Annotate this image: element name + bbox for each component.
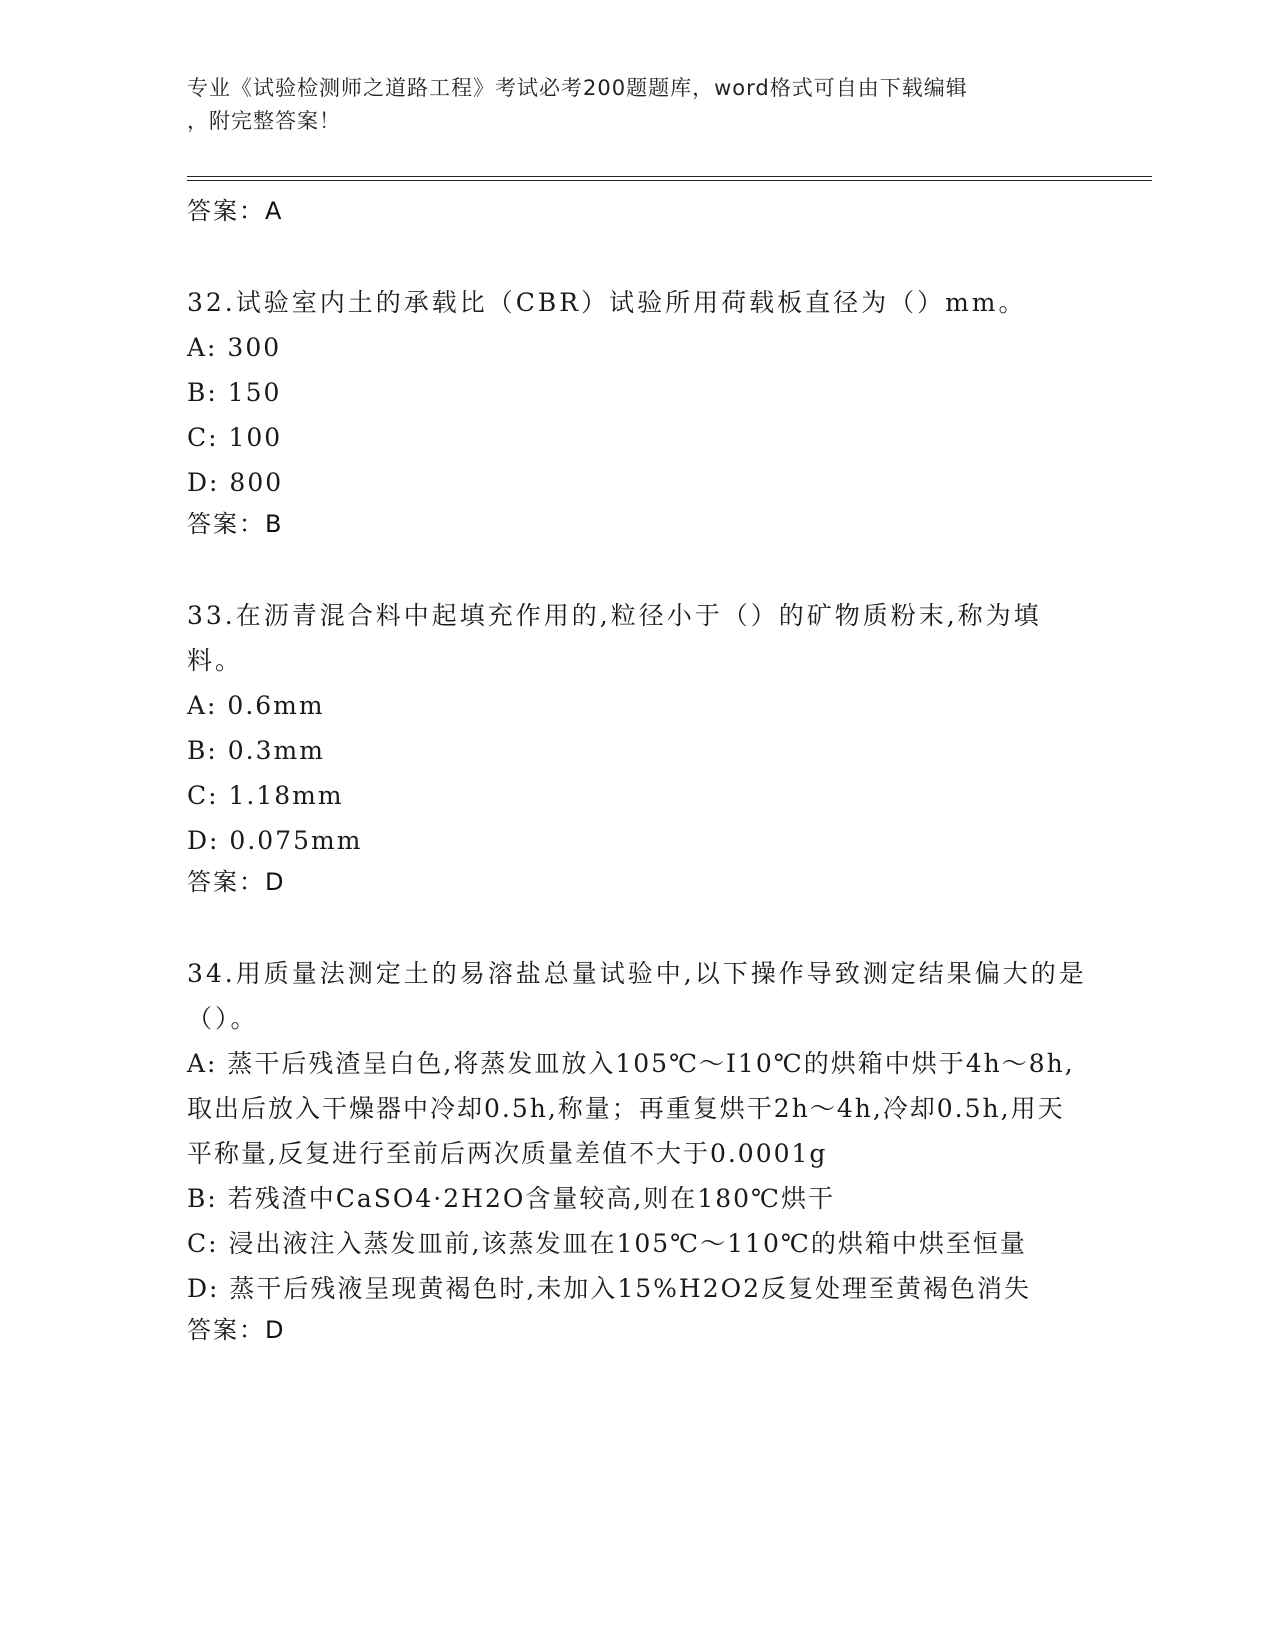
document-body bbox=[187, 192, 1087, 1349]
question-33 bbox=[187, 593, 1087, 901]
option-a: A: 蒸干后残渣呈白色,将蒸发皿放入105℃～I10℃的烘箱中烘于4h～8h,取出后放入干燥器中冷却0.5h,称量；再重复烘干2h～4h,冷却0.5h,用天平称量,反复进行至前后两次质量差值不大于0.0001g bbox=[187, 1049, 1075, 1168]
option-b: B: 若残渣中CaSO4·2H2O含量较高,则在180℃烘干 bbox=[187, 1184, 835, 1213]
option-d: D: 800 bbox=[187, 468, 284, 497]
option-c: C: 浸出液注入蒸发皿前,该蒸发皿在105℃～110℃的烘箱中烘至恒量 bbox=[187, 1229, 1027, 1258]
question-32 bbox=[187, 280, 1087, 543]
option-b: B: 150 bbox=[187, 378, 282, 407]
question-34 bbox=[187, 951, 1087, 1349]
answer-label: 答案：D bbox=[187, 1316, 286, 1344]
option-d: D: 蒸干后残液呈现黄褐色时,未加入15%H2O2反复处理至黄褐色消失 bbox=[187, 1274, 1032, 1303]
header-divider bbox=[187, 176, 1152, 181]
option-a: A: 0.6mm bbox=[187, 691, 325, 720]
question-text: 33.在沥青混合料中起填充作用的,粒径小于（）的矿物质粉末,称为填料。 bbox=[187, 601, 1042, 675]
answer-label: 答案：B bbox=[187, 510, 284, 538]
question-text: 34.用质量法测定土的易溶盐总量试验中,以下操作导致测定结果偏大的是（）。 bbox=[187, 959, 1087, 1033]
option-c: C: 1.18mm bbox=[187, 781, 344, 810]
option-b: B: 0.3mm bbox=[187, 736, 325, 765]
header-title-line-2: ，附完整答案！ bbox=[187, 109, 341, 133]
page-header bbox=[187, 72, 1067, 138]
header-title-line-1: 专业《试验检测师之道路工程》考试必考200题题库，word格式可自由下载编辑 bbox=[187, 76, 968, 100]
option-a: A: 300 bbox=[187, 333, 282, 362]
question-text: 32.试验室内土的承载比（CBR）试验所用荷载板直径为（）mm。 bbox=[187, 288, 1027, 317]
option-c: C: 100 bbox=[187, 423, 283, 452]
option-d: D: 0.075mm bbox=[187, 826, 363, 855]
answer-label: 答案：A bbox=[187, 197, 284, 225]
answer-label: 答案：D bbox=[187, 868, 286, 896]
